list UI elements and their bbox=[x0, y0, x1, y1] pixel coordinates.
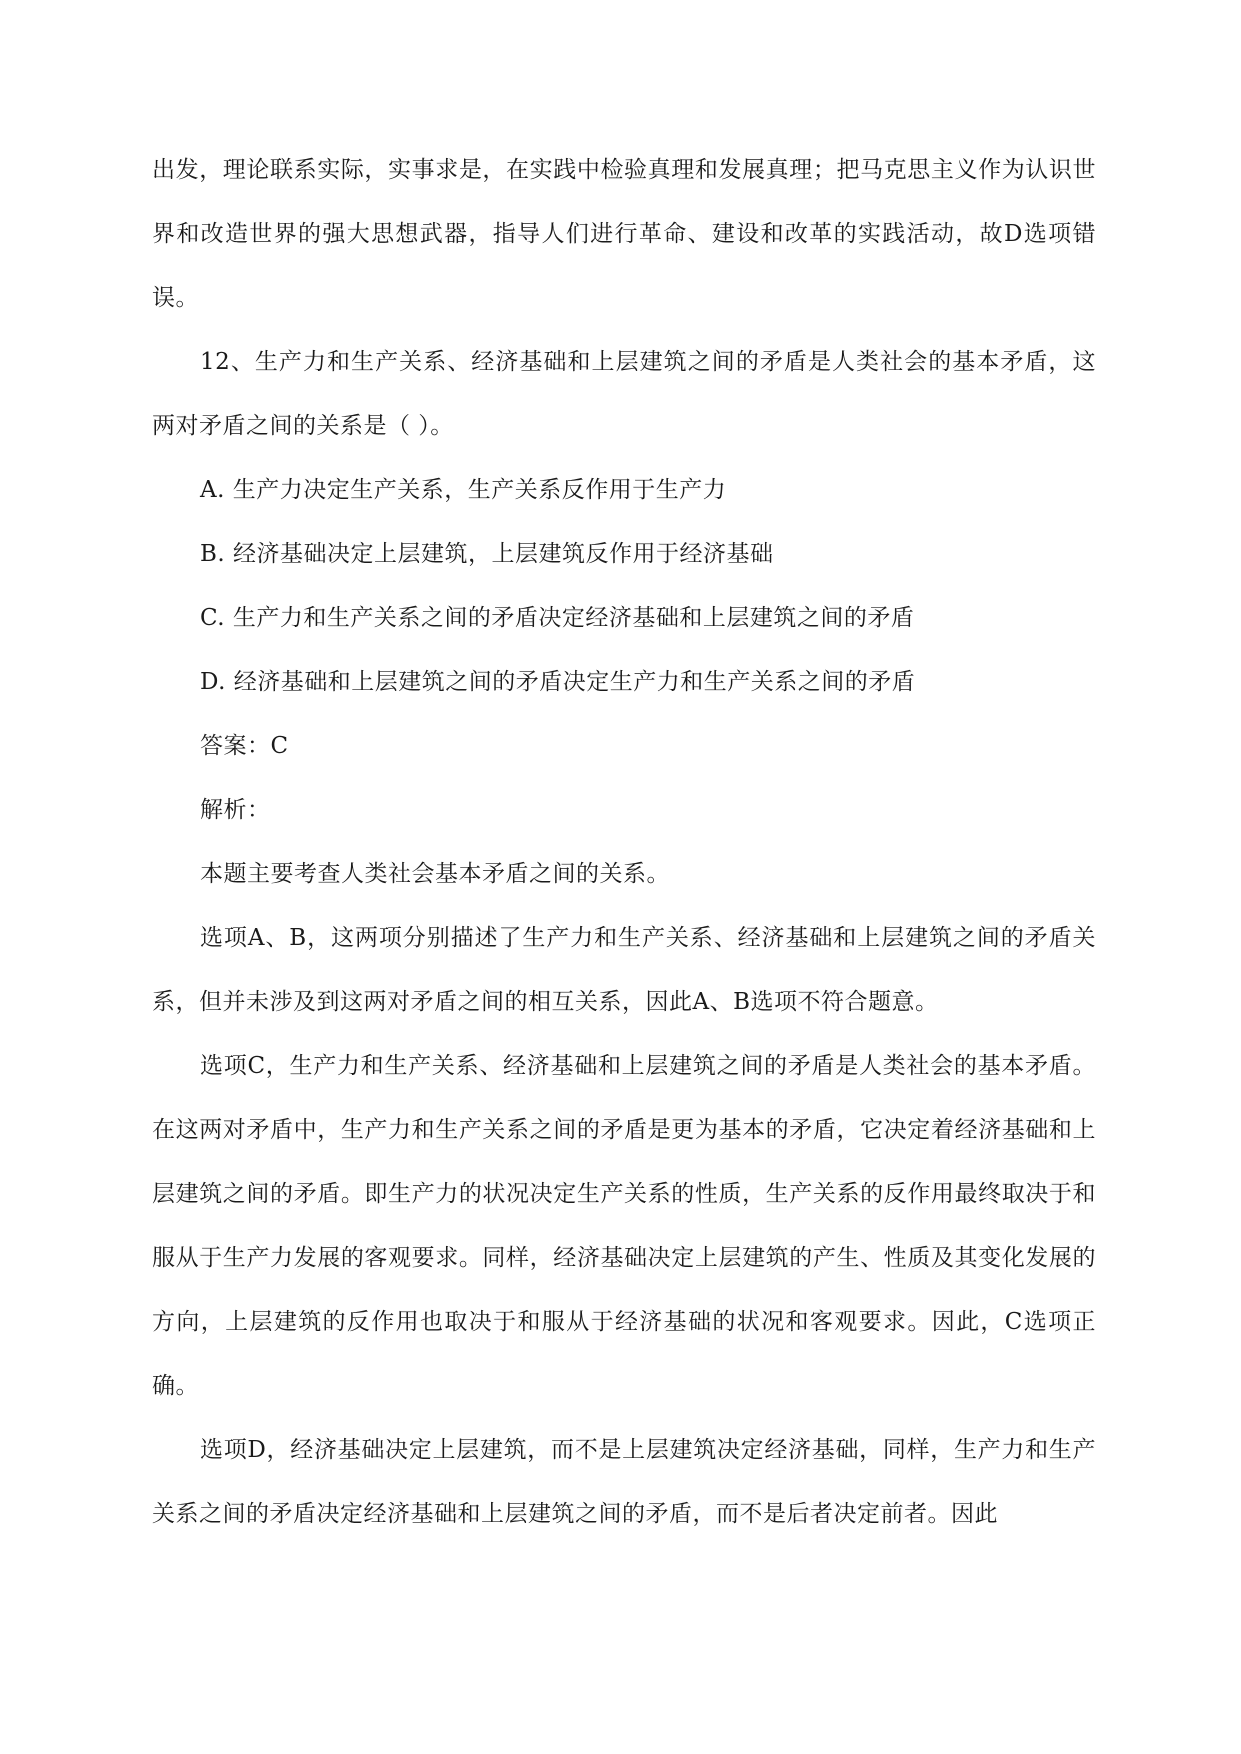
document-page bbox=[152, 138, 1096, 1546]
option-b: B. 经济基础决定上层建筑，上层建筑反作用于经济基础 bbox=[200, 541, 774, 567]
question-12-stem: 12、生产力和生产关系、经济基础和上层建筑之间的矛盾是人类社会的基本矛盾，这两对矛盾之间的关系是（ ）。 bbox=[152, 349, 1096, 439]
option-d: D. 经济基础和上层建筑之间的矛盾决定生产力和生产关系之间的矛盾 bbox=[200, 669, 916, 695]
analysis-paragraph: 选项A、B，这两项分别描述了生产力和生产关系、经济基础和上层建筑之间的矛盾关系，但并未涉及到这两对矛盾之间的相互关系，因此A、B选项不符合题意。 bbox=[152, 925, 1096, 1015]
option-c: C. 生产力和生产关系之间的矛盾决定经济基础和上层建筑之间的矛盾 bbox=[200, 605, 915, 631]
answer-line: 答案：C bbox=[200, 733, 289, 759]
analysis-paragraph: 选项D，经济基础决定上层建筑，而不是上层建筑决定经济基础，同样，生产力和生产关系之间的矛盾决定经济基础和上层建筑之间的矛盾，而不是后者决定前者。因此 bbox=[152, 1437, 1096, 1527]
analysis-paragraph: 选项C，生产力和生产关系、经济基础和上层建筑之间的矛盾是人类社会的基本矛盾。在这两对矛盾中，生产力和生产关系之间的矛盾是更为基本的矛盾，它决定着经济基础和上层建筑之间的矛盾。即生产力的状况决定生产关系的性质，生产关系的反作用最终取决于和服从于生产力发展的客观要求。同样，经济基础决定上层建筑的产生、性质及其变化发展的方向，上层建筑的反作用也取决于和服从于经济基础的状况和客观要求。因此，C选项正确。 bbox=[152, 1053, 1096, 1399]
paragraph-continuation: 出发，理论联系实际，实事求是，在实践中检验真理和发展真理；把马克思主义作为认识世界和改造世界的强大思想武器，指导人们进行革命、建设和改革的实践活动，故D选项错误。 bbox=[152, 157, 1096, 311]
option-a: A. 生产力决定生产关系，生产关系反作用于生产力 bbox=[200, 477, 727, 503]
analysis-label: 解析： bbox=[200, 797, 271, 823]
analysis-paragraph: 本题主要考查人类社会基本矛盾之间的关系。 bbox=[200, 861, 670, 887]
